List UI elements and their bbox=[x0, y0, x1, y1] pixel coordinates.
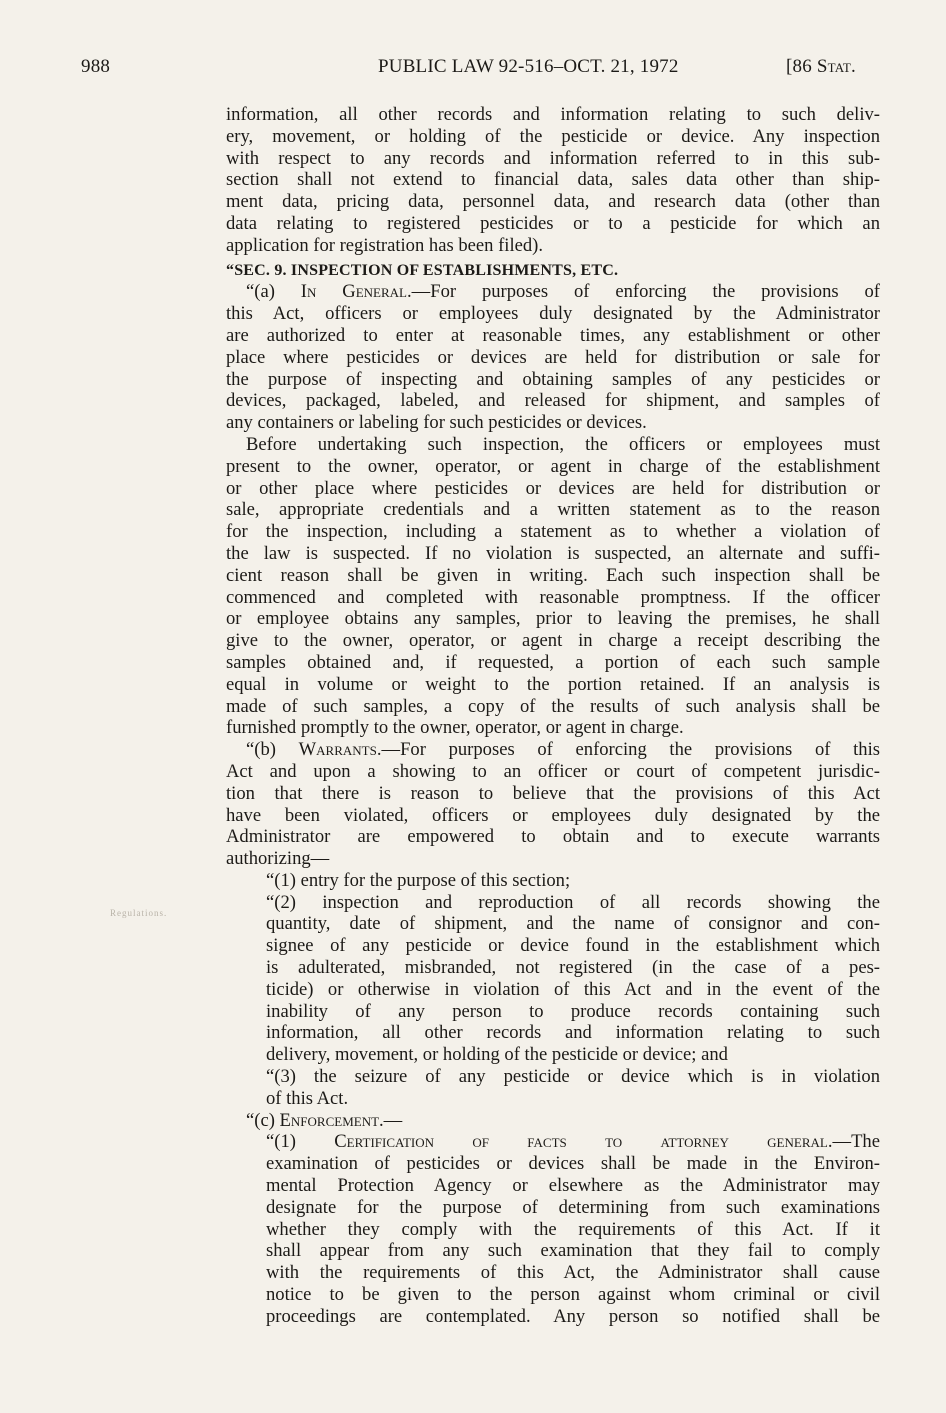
text-line: any containers or labeling for such pesticides or devices. bbox=[226, 412, 647, 434]
text-line: Act and upon a showing to an officer or court of competent jurisdic- bbox=[226, 760, 880, 782]
header-title: PUBLIC LAW 92-516–OCT. 21, 1972 bbox=[378, 56, 679, 77]
text-line: ticide) or otherwise in violation of this Act and in the event of the bbox=[266, 978, 880, 1000]
text-line: this Act, officers or employees duly designated by the Administrator bbox=[226, 303, 880, 325]
text-line: with respect to any records and information referred to in this sub- bbox=[226, 147, 880, 169]
text-line: give to the owner, operator, or agent in charge a receipt describing the bbox=[226, 630, 880, 652]
text-line: are authorized to enter at reasonable times, any establishment or other bbox=[226, 324, 880, 346]
paragraph-c1-certification bbox=[226, 1131, 880, 1327]
text-line: or other place where pesticides or devices are held for distribution or bbox=[226, 477, 880, 499]
item-2 bbox=[226, 892, 880, 1066]
text-line: proceedings are contemplated. Any person so notified shall be bbox=[266, 1305, 880, 1327]
text-line: with the requirements of this Act, the Administrator shall cause bbox=[266, 1262, 880, 1284]
text-line: mental Protection Agency or elsewhere as the Administrator may bbox=[266, 1175, 880, 1197]
text-line: shall appear from any such examination that they fail to comply bbox=[266, 1240, 880, 1262]
section-heading bbox=[226, 260, 880, 282]
text-line: place where pesticides or devices are held for distribution or sale for bbox=[226, 346, 880, 368]
text-line: present to the owner, operator, or agent in charge of the establishment bbox=[226, 455, 880, 477]
text-line: furnished promptly to the owner, operator, or agent in charge. bbox=[226, 717, 684, 739]
text-line: signee of any pesticide or device found in the establishment which bbox=[266, 935, 880, 957]
subsection-lead: “(c) bbox=[246, 1109, 280, 1131]
text-line: or employee obtains any samples, prior to leaving the premises, he shall bbox=[226, 608, 880, 630]
paragraph-a-general bbox=[226, 281, 880, 434]
text-line: “(1) entry for the purpose of this section; bbox=[266, 869, 571, 891]
text-line: devices, packaged, labeled, and released for shipment, and samples of bbox=[226, 390, 880, 412]
paragraph-b-warrants bbox=[226, 739, 880, 870]
subsection-dash: — bbox=[383, 1109, 403, 1131]
text-line: cient reason shall be given in writing. Each such inspection shall be bbox=[226, 564, 880, 586]
text-line: Before undertaking such inspection, the officers or employees must bbox=[246, 433, 880, 455]
subsection-caption: Certification of facts to attorney general. bbox=[334, 1131, 833, 1153]
paragraph-records bbox=[226, 104, 880, 257]
statute-reference bbox=[786, 56, 856, 78]
subsection-text: —For purposes of enforcing the provisions of this bbox=[381, 739, 880, 761]
statute-prefix: [86 bbox=[786, 56, 817, 77]
text-line: commenced and completed with reasonable promptness. If the officer bbox=[226, 586, 880, 608]
text-line: designate for the purpose of determining from such examinations bbox=[266, 1196, 880, 1218]
text-line: sale, appropriate credentials and a written statement as to the reason bbox=[226, 499, 880, 521]
subsection-lead: “(b) bbox=[246, 739, 299, 761]
section-9-heading: “SEC. 9. INSPECTION OF ESTABLISHMENTS, ETC. bbox=[226, 261, 619, 279]
text-line: the purpose of inspecting and obtaining samples of any pesticides or bbox=[226, 368, 880, 390]
text-line bbox=[226, 1110, 880, 1132]
text-line: the law is suspected. If no violation is suspected, an alternate and suffi- bbox=[226, 542, 880, 564]
text-line: “(2) inspection and reproduction of all records showing the bbox=[266, 891, 880, 913]
item-3 bbox=[226, 1066, 880, 1110]
text-line: data relating to registered pesticides or to a pesticide for which an bbox=[226, 212, 880, 234]
text-line: examination of pesticides or devices shall be made in the Environ- bbox=[266, 1153, 880, 1175]
text-line: application for registration has been filed). bbox=[226, 234, 544, 256]
paragraph-c-enforcement bbox=[226, 1110, 880, 1132]
text-line: made of such samples, a copy of the results of such analysis shall be bbox=[226, 695, 880, 717]
text-line: information, all other records and information relating to such deliv- bbox=[226, 104, 880, 125]
running-header bbox=[0, 56, 946, 86]
margin-note: Regulations. bbox=[110, 908, 168, 918]
text-line: is adulterated, misbranded, not registered (in the case of a pes- bbox=[266, 957, 880, 979]
subsection-lead: “(1) bbox=[266, 1131, 335, 1153]
text-line: section shall not extend to financial data, sales data other than ship- bbox=[226, 169, 880, 191]
subsection-caption: In General. bbox=[300, 281, 412, 303]
text-line bbox=[226, 1131, 880, 1153]
text-line: authorizing— bbox=[226, 848, 330, 870]
subsection-caption: Enforcement. bbox=[279, 1109, 384, 1131]
body-text bbox=[226, 104, 880, 1328]
text-line: ment data, pricing data, personnel data, and research data (other than bbox=[226, 191, 880, 213]
text-line: equal in volume or weight to the portion retained. If an analysis is bbox=[226, 673, 880, 695]
text-line bbox=[226, 739, 880, 761]
text-line: samples obtained and, if requested, a portion of each such sample bbox=[226, 651, 880, 673]
text-line: inability of any person to produce records containing such bbox=[266, 1000, 880, 1022]
text-line: for the inspection, including a statement as to whether a violation of bbox=[226, 521, 880, 543]
text-line: notice to be given to the person against whom criminal or civil bbox=[266, 1284, 880, 1306]
item-1 bbox=[226, 870, 880, 892]
paragraph-before-inspection bbox=[226, 434, 880, 739]
text-line: delivery, movement, or holding of the pesticide or device; and bbox=[266, 1044, 728, 1066]
text-line: Administrator are empowered to obtain and to execute warrants bbox=[226, 826, 880, 848]
text-line: “(3) the seizure of any pesticide or device which is in violation bbox=[266, 1066, 880, 1088]
text-line: of this Act. bbox=[266, 1087, 349, 1109]
text-line: ery, movement, or holding of the pesticide or device. Any inspection bbox=[226, 125, 880, 147]
text-line bbox=[226, 281, 880, 303]
subsection-text: —For purposes of enforcing the provisions of bbox=[411, 281, 880, 303]
page-number: 988 bbox=[81, 56, 111, 77]
subsection-lead: “(a) bbox=[246, 281, 301, 303]
text-line: whether they comply with the requirements of this Act. If it bbox=[266, 1218, 880, 1240]
subsection-text: —The bbox=[832, 1131, 880, 1153]
text-line: information, all other records and information relating to such bbox=[266, 1022, 880, 1044]
text-line: quantity, date of shipment, and the name of consignor and con- bbox=[266, 913, 880, 935]
subsection-caption: Warrants. bbox=[298, 739, 382, 761]
text-line: tion that there is reason to believe that the provisions of this Act bbox=[226, 782, 880, 804]
text-line: have been violated, officers or employees duly designated by the bbox=[226, 804, 880, 826]
statute-word: Stat. bbox=[816, 56, 856, 77]
